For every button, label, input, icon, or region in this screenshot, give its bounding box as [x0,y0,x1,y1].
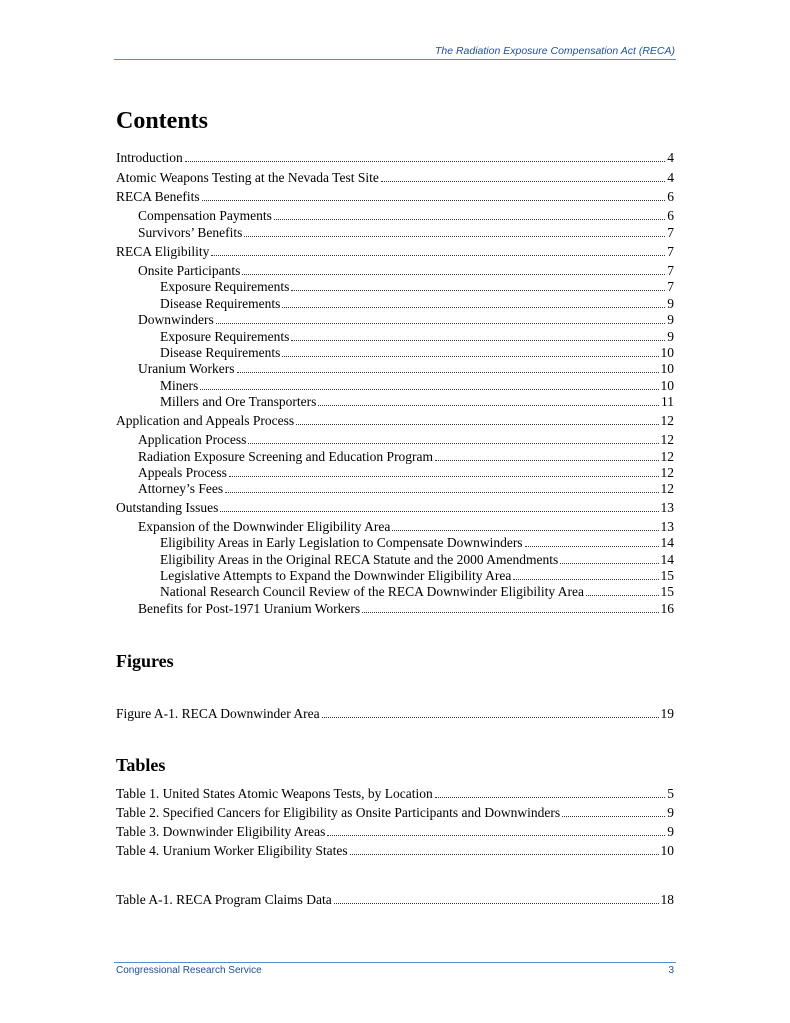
header-rule [114,59,676,60]
toc-entry[interactable] [160,583,674,600]
dot-leader [334,903,659,904]
dot-leader [216,323,666,324]
toc-entry[interactable] [138,431,674,448]
toc-entry[interactable] [138,480,674,497]
dot-leader [381,181,665,182]
toc-entry-label: Disease Requirements [160,345,281,360]
table-entry-label: Table A-1. RECA Program Claims Data [116,892,332,907]
toc-entry-label: Introduction [116,150,183,165]
toc-entry[interactable] [138,207,674,224]
toc-entry-label: Expansion of the Downwinder Eligibility Area [138,519,391,534]
table-entry-page: 18 [660,892,674,907]
toc-entry-label: Onsite Participants [138,263,241,278]
toc-entry-page: 13 [660,500,674,515]
dot-leader [220,511,658,512]
toc-entry-page: 11 [661,394,674,409]
toc-entry-label: Attorney’s Fees [138,481,224,496]
dot-leader [291,290,665,291]
toc-entry-page: 9 [667,296,674,311]
table-entry-label: Table 3. Downwinder Eligibility Areas [116,824,326,839]
dot-leader [392,530,658,531]
toc-entry-page: 10 [660,345,674,360]
toc-entry[interactable] [160,377,674,394]
dot-leader [244,236,665,237]
table-entry-page: 5 [667,786,674,801]
dot-leader [211,255,665,256]
dot-leader [291,340,665,341]
table-entry-page: 9 [667,824,674,839]
table-entry[interactable] [116,823,674,840]
dot-leader [185,161,666,162]
toc-entry[interactable] [116,499,674,516]
toc-entry-label: Legislative Attempts to Expand the Downwinder Eligibility Area [160,568,512,583]
dot-leader [248,443,658,444]
toc-entry-page: 12 [660,413,674,428]
dot-leader [562,816,665,817]
dot-leader [242,274,665,275]
toc-entry[interactable] [160,567,674,584]
dot-leader [327,835,665,836]
contents-heading: Contents [116,108,209,134]
toc-entry-label: National Research Council Review of the RECA Downwinder Eligibility Area [160,584,585,599]
footer-publisher: Congressional Research Service [116,965,262,976]
running-header: The Radiation Exposure Compensation Act (RECA) [434,45,675,57]
toc-entry-page: 6 [667,208,674,223]
toc-entry-label: Application and Appeals Process [116,413,295,428]
toc-entry-page: 7 [667,225,674,240]
toc-entry-page: 12 [660,432,674,447]
toc-entry-label: Eligibility Areas in Early Legislation to Compensate Downwinders [160,535,523,550]
dot-leader [435,797,666,798]
toc-entry[interactable] [160,551,674,568]
figure-entry-label: Figure A-1. RECA Downwinder Area [116,706,320,721]
toc-entry-page: 12 [660,465,674,480]
toc-entry-page: 7 [667,263,674,278]
dot-leader [350,854,659,855]
dot-leader [225,492,658,493]
toc-entry[interactable] [116,188,674,205]
toc-entry[interactable] [138,518,674,535]
toc-entry-page: 4 [667,150,674,165]
toc-entry[interactable] [160,328,674,345]
toc-entry[interactable] [138,262,674,279]
toc-entry-label: Radiation Exposure Screening and Education Program [138,449,434,464]
toc-entry-page: 15 [660,568,674,583]
toc-entry[interactable] [160,534,674,551]
toc-entry-label: Miners [160,378,199,393]
toc-entry[interactable] [160,393,674,410]
toc-entry-label: Millers and Ore Transporters [160,394,317,409]
toc-entry-label: Disease Requirements [160,296,281,311]
toc-entry-page: 14 [660,552,674,567]
dot-leader [229,476,659,477]
table-entry-label: Table 2. Specified Cancers for Eligibility as Onsite Participants and Downwinders [116,805,561,820]
dot-leader [435,460,658,461]
toc-entry[interactable] [138,360,674,377]
dot-leader [274,219,665,220]
toc-entry-label: Eligibility Areas in the Original RECA Statute and the 2000 Amendments [160,552,559,567]
dot-leader [322,717,659,718]
table-entry[interactable] [116,785,674,802]
toc-entry[interactable] [138,224,674,241]
toc-entry-label: Appeals Process [138,465,227,480]
toc-entry-page: 6 [667,189,674,204]
toc-entry-label: Survivors’ Benefits [138,225,243,240]
toc-entry-page: 13 [660,519,674,534]
toc-entry-page: 9 [667,329,674,344]
toc-entry-page: 7 [667,244,674,259]
toc-entry-page: 10 [660,361,674,376]
dot-leader [362,612,658,613]
toc-entry-page: 12 [660,449,674,464]
toc-entry-page: 14 [660,535,674,550]
toc-entry-label: RECA Benefits [116,189,200,204]
toc-entry-label: Application Process [138,432,247,447]
dot-leader [560,563,658,564]
table-entry-page: 10 [660,843,674,858]
toc-entry[interactable] [160,295,674,312]
toc-entry[interactable] [116,169,674,186]
table-entry[interactable] [116,891,674,908]
toc-entry-label: Exposure Requirements [160,329,290,344]
figure-entry-page: 19 [660,706,674,721]
toc-entry-label: Compensation Payments [138,208,272,223]
toc-entry[interactable] [160,344,674,361]
toc-entry-page: 4 [667,170,674,185]
dot-leader [282,307,665,308]
dot-leader [282,356,658,357]
footer-page-number: 3 [668,965,674,976]
footer-rule [114,962,676,963]
toc-entry[interactable] [138,600,674,617]
toc-entry-page: 15 [660,584,674,599]
toc-entry-page: 10 [660,378,674,393]
toc-entry-page: 16 [660,601,674,616]
toc-entry[interactable] [138,464,674,481]
table-entry[interactable] [116,804,674,821]
dot-leader [200,389,658,390]
toc-entry[interactable] [138,448,674,465]
dot-leader [586,595,658,596]
toc-entry-label: Downwinders [138,312,214,327]
figures-heading: Figures [116,651,174,671]
toc-entry-page: 7 [667,279,674,294]
dot-leader [202,200,666,201]
toc-entry-label: RECA Eligibility [116,244,210,259]
toc-entry[interactable] [116,243,674,260]
dot-leader [237,372,659,373]
dot-leader [513,579,658,580]
toc-entry[interactable] [160,278,674,295]
dot-leader [525,546,659,547]
table-entry-label: Table 1. United States Atomic Weapons Tests, by Location [116,786,433,801]
toc-entry-label: Exposure Requirements [160,279,290,294]
toc-entry-page: 9 [667,312,674,327]
toc-entry-label: Uranium Workers [138,361,235,376]
tables-heading: Tables [116,755,166,775]
dot-leader [318,405,659,406]
toc-entry-label: Atomic Weapons Testing at the Nevada Test Site [116,170,379,185]
figure-entry[interactable] [116,705,674,722]
toc-entry-label: Outstanding Issues [116,500,219,515]
toc-entry-page: 12 [660,481,674,496]
dot-leader [296,424,658,425]
toc-entry[interactable] [116,412,674,429]
table-entry-page: 9 [667,805,674,820]
toc-entry[interactable] [116,149,674,166]
table-entry[interactable] [116,842,674,859]
toc-entry[interactable] [138,311,674,328]
toc-entry-label: Benefits for Post-1971 Uranium Workers [138,601,361,616]
table-entry-label: Table 4. Uranium Worker Eligibility States [116,843,348,858]
